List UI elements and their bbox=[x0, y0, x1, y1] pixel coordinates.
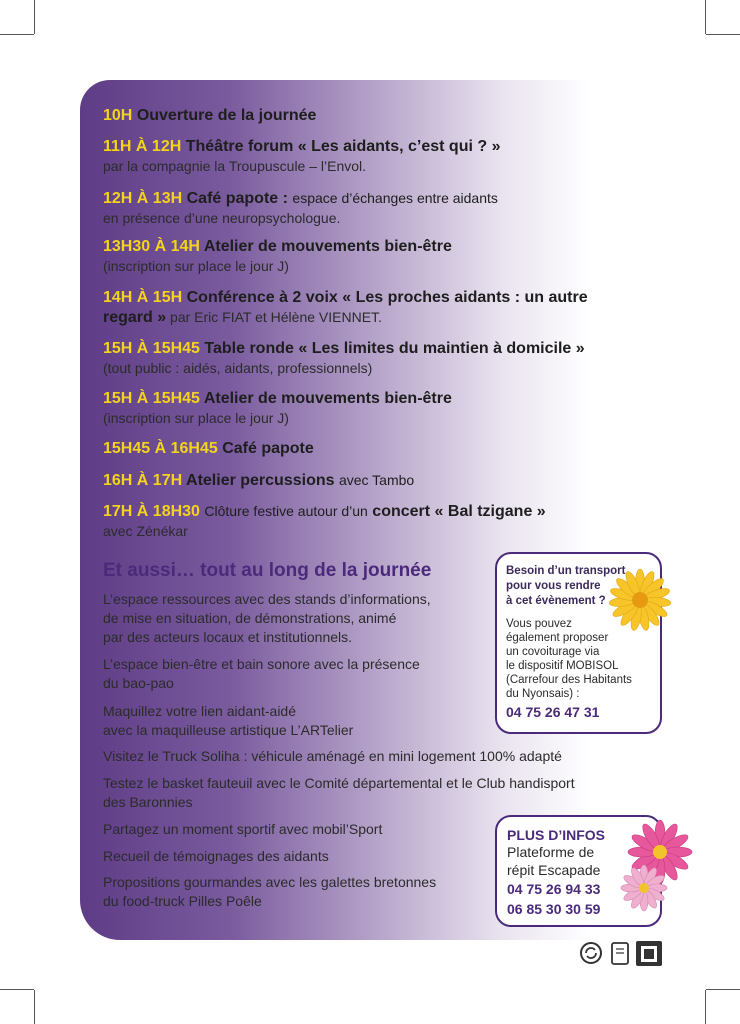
schedule-time: 14H À 15H bbox=[103, 289, 183, 306]
schedule-title-pre: Clôture festive autour d’un bbox=[204, 503, 368, 519]
schedule-desc: par la compagnie la Troupuscule – l’Envol. bbox=[103, 158, 367, 174]
schedule-item bbox=[103, 106, 663, 126]
infos-phone: 04 75 26 94 33 bbox=[507, 881, 601, 897]
pink-flowers-icon bbox=[614, 818, 694, 918]
list-item: Partagez un moment sportif avec mobil’Sport bbox=[103, 821, 383, 837]
transport-title: Besoin d’un transport pour vous rendre à cet évènement ? bbox=[506, 565, 626, 607]
transport-body: Vous pouvez également proposer un covoiturage via le dispositif MOBISOL (Carrefour des Habitants du Nyonsais) : bbox=[506, 618, 632, 700]
schedule-time: 15H À 15H45 bbox=[103, 340, 200, 357]
schedule-desc: (inscription sur place le jour J) bbox=[103, 410, 289, 426]
crop-mark bbox=[705, 0, 706, 34]
schedule-time: 15H À 15H45 bbox=[103, 390, 200, 407]
schedule-time: 16H À 17H bbox=[103, 472, 183, 489]
schedule-title: concert « Bal tzigane » bbox=[372, 503, 546, 520]
schedule-item bbox=[103, 501, 663, 540]
infos-body: Plateforme de répit Escapade bbox=[507, 844, 601, 878]
list-item: Propositions gourmandes avec les galettes bretonnes du food-truck Pilles Poêle bbox=[103, 874, 437, 909]
schedule-item bbox=[103, 237, 663, 275]
list-item: Testez le basket fauteuil avec le Comité départemental et le Club handisport des Baronnies bbox=[103, 775, 575, 810]
schedule-title: Atelier percussions bbox=[186, 472, 335, 489]
crop-mark bbox=[705, 990, 706, 1024]
schedule-item bbox=[103, 470, 663, 491]
crop-mark bbox=[34, 0, 35, 34]
schedule-desc: (inscription sur place le jour J) bbox=[103, 258, 289, 274]
schedule-time: 12H À 13H bbox=[103, 190, 183, 207]
crop-mark bbox=[0, 989, 34, 990]
list-item: L’espace ressources avec des stands d’informations, de mise en situation, de démonstrations, animé par des acteurs locaux et institutionnels. bbox=[103, 591, 431, 645]
list-item: Recueil de témoignages des aidants bbox=[103, 848, 329, 864]
schedule-title-normal: avec Tambo bbox=[338, 472, 415, 488]
schedule-desc: par Eric FIAT et Hélène VIENNET. bbox=[170, 309, 382, 325]
infos-phone: 06 85 30 30 59 bbox=[507, 901, 601, 917]
schedule-desc-bold: regard » bbox=[103, 309, 167, 326]
schedule-title: Table ronde « Les limites du maintien à domicile » bbox=[204, 340, 585, 357]
schedule-item bbox=[103, 137, 663, 175]
yellow-flower-icon bbox=[608, 568, 672, 632]
schedule-title: Conférence à 2 voix « Les proches aidants : un autre bbox=[186, 289, 588, 306]
schedule-title: Atelier de mouvements bien-être bbox=[203, 390, 452, 407]
schedule-time: 15H45 À 16H45 bbox=[103, 440, 218, 457]
infos-title: PLUS D’INFOS bbox=[507, 827, 606, 843]
schedule-title: Atelier de mouvements bien-être bbox=[203, 238, 452, 255]
schedule-time: 11H À 12H bbox=[103, 138, 182, 155]
schedule-item bbox=[103, 188, 663, 227]
transport-phone: 04 75 26 47 31 bbox=[506, 704, 600, 720]
schedule-item bbox=[103, 439, 663, 459]
crop-mark bbox=[706, 34, 740, 35]
schedule-item bbox=[103, 339, 663, 377]
schedule-title: Ouverture de la journée bbox=[136, 107, 317, 124]
schedule-title-normal: espace d’échanges entre aidants bbox=[292, 190, 498, 206]
list-item: Visitez le Truck Soliha : véhicule aménagé en mini logement 100% adapté bbox=[103, 748, 562, 764]
schedule-desc: (tout public : aidés, aidants, professionnels) bbox=[103, 360, 373, 376]
schedule-title: Café papote bbox=[222, 440, 314, 457]
recycling-logos-icon bbox=[578, 938, 664, 968]
schedule-time: 13H30 À 14H bbox=[103, 238, 200, 255]
schedule-time: 17H À 18H30 bbox=[103, 503, 200, 520]
schedule-item bbox=[103, 288, 663, 327]
schedule-title: Théâtre forum « Les aidants, c’est qui ? » bbox=[185, 138, 501, 155]
aussi-title: Et aussi… tout au long de la journée bbox=[103, 560, 432, 581]
crop-mark bbox=[34, 990, 35, 1024]
schedule-item bbox=[103, 389, 663, 427]
schedule-desc: en présence d’une neuropsychologue. bbox=[103, 210, 341, 226]
crop-mark bbox=[706, 989, 740, 990]
schedule-title: Café papote : bbox=[186, 190, 288, 207]
crop-mark bbox=[0, 34, 34, 35]
list-item: Maquillez votre lien aidant-aidé avec la maquilleuse artistique L’ARTelier bbox=[103, 703, 354, 738]
list-item: L’espace bien-être et bain sonore avec la présence du bao-pao bbox=[103, 656, 420, 691]
schedule-desc: avec Zénékar bbox=[103, 523, 188, 539]
schedule-time: 10H bbox=[103, 107, 133, 124]
